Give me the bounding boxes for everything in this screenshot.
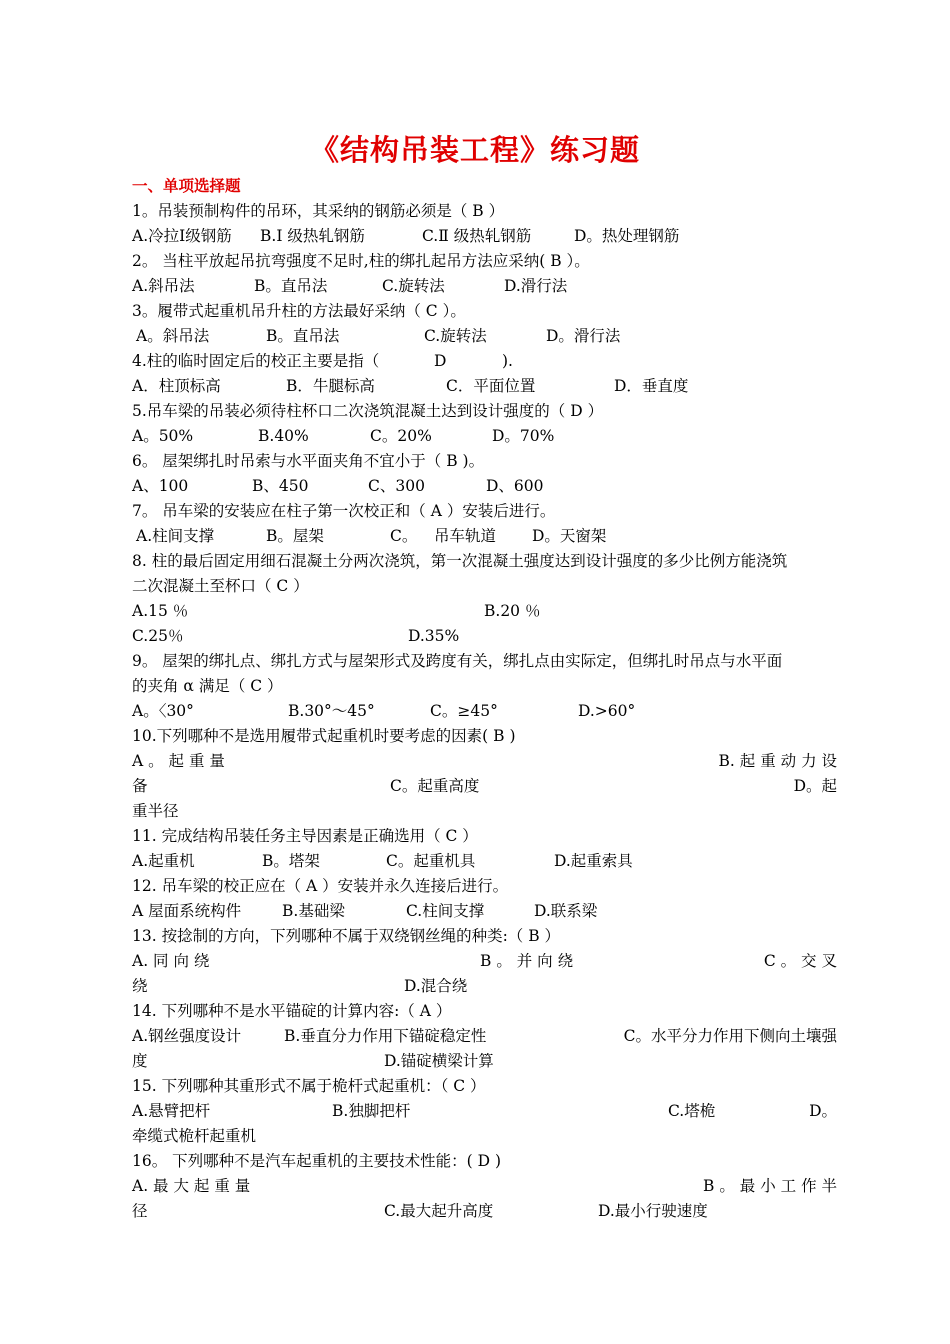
question-10 — [132, 724, 837, 749]
option-a: A．柱顶标高 — [132, 377, 221, 395]
options-8a — [132, 599, 837, 624]
option-b: B.Ⅰ 级热轧钢筋 — [260, 227, 365, 245]
question-text: 10.下列哪种不是选用履带式起重机时要考虑的因素( B ) — [132, 727, 516, 745]
options-10a — [132, 749, 837, 774]
question-13 — [132, 924, 837, 949]
option-b: B 。 并 向 绕 — [480, 952, 574, 970]
option-c: C.最大起升高度 — [384, 1202, 494, 1220]
option-d: D.>60° — [578, 702, 636, 720]
option-a: A.钢丝强度设计 — [132, 1027, 242, 1045]
question-6 — [132, 449, 837, 474]
option-c: C.Ⅱ 级热轧钢筋 — [422, 227, 532, 245]
question-text: 16。 下列哪种不是汽车起重机的主要技术性能：( D ) — [132, 1152, 502, 1170]
options-7 — [132, 524, 837, 549]
option-d-cont: 牵缆式桅杆起重机 — [132, 1127, 257, 1145]
option-c: C.塔桅 — [668, 1102, 716, 1120]
options-15a — [132, 1099, 837, 1124]
question-1 — [132, 199, 837, 224]
question-text: 13. 按捻制的方向，下列哪种不属于双绕钢丝绳的种类:（ B ） — [132, 927, 561, 945]
option-b-cont: 备 — [132, 777, 148, 795]
option-d: D。天窗架 — [532, 527, 607, 545]
option-c: C．平面位置 — [446, 377, 536, 395]
options-10c — [132, 799, 837, 824]
options-4 — [132, 374, 837, 399]
option-a: A.起重机 — [132, 852, 195, 870]
question-text: 8. 柱的最后固定用细石混凝土分两次浇筑，第一次混凝土强度达到设计强度的多少比例方能浇筑 — [132, 552, 788, 570]
option-a: A. 同 向 绕 — [132, 952, 210, 970]
options-6 — [132, 474, 837, 499]
question-text: 7。 吊车梁的安装应在柱子第一次校正和（ A ）安装后进行。 — [132, 502, 556, 520]
options-15b — [132, 1124, 837, 1149]
options-3 — [132, 324, 837, 349]
option-d: D．垂直度 — [614, 377, 689, 395]
option-b: B。屋架 — [266, 527, 324, 545]
document-title: 《结构吊装工程》练习题 — [309, 133, 640, 167]
option-c: C。20% — [370, 427, 432, 445]
option-d-cont: 重半径 — [132, 802, 179, 820]
question-5 — [132, 399, 837, 424]
options-14a — [132, 1024, 837, 1049]
option-b: B．牛腿标高 — [286, 377, 375, 395]
option-a: A 。 起 重 量 — [132, 752, 225, 770]
option-d: D、600 — [486, 477, 544, 495]
options-16b — [132, 1199, 837, 1224]
option-b: B。直吊法 — [266, 327, 340, 345]
option-d: D。滑行法 — [546, 327, 621, 345]
option-d: D.混合绕 — [404, 977, 468, 995]
question-14 — [132, 999, 837, 1024]
options-11 — [132, 849, 837, 874]
option-c-cont: 绕 — [132, 977, 148, 995]
option-a: A.15 ％ — [132, 602, 189, 620]
option-c: C 。 交 叉 — [763, 952, 837, 970]
option-b: B.独脚把杆 — [332, 1102, 411, 1120]
option-a: A.斜吊法 — [132, 277, 195, 295]
options-12 — [132, 899, 837, 924]
option-a: A 屋面系统构件 — [132, 902, 242, 920]
question-text: 5.吊车梁的吊装必须待柱杯口二次浇筑混凝土达到设计强度的（ D ） — [132, 402, 604, 420]
option-c: C.25％ — [132, 627, 184, 645]
question-text: 的夹角 α 满足（ C ） — [132, 677, 283, 695]
option-d: D.起重索具 — [554, 852, 633, 870]
options-14b — [132, 1049, 837, 1074]
option-c: C。起重机具 — [386, 852, 476, 870]
options-2 — [132, 274, 837, 299]
options-5 — [132, 424, 837, 449]
option-b: B 。 最 小 工 作 半 — [703, 1177, 837, 1195]
option-b: B.垂直分力作用下锚碇稳定性 — [284, 1027, 487, 1045]
option-d: D。起 — [793, 777, 837, 795]
question-3 — [132, 299, 837, 324]
option-a: A.悬臂把杆 — [132, 1102, 211, 1120]
options-8b — [132, 624, 837, 649]
question-text: 3。履带式起重机吊升柱的方法最好采纳（ C ）。 — [132, 302, 466, 320]
option-d: D。热处理钢筋 — [574, 227, 680, 245]
options-1 — [132, 224, 837, 249]
option-d: D.最小行驶速度 — [598, 1202, 708, 1220]
option-b: B.20 ％ — [484, 602, 541, 620]
option-d: D。70% — [492, 427, 555, 445]
question-9-cont — [132, 674, 837, 699]
question-16 — [132, 1149, 837, 1174]
section-heading: 一、单项选择题 — [132, 176, 241, 195]
option-b: B。直吊法 — [254, 277, 328, 295]
option-c: C.旋转法 — [382, 277, 445, 295]
option-c-cont: 度 — [132, 1052, 148, 1070]
question-text: 二次混凝土至杯口（ C ） — [132, 577, 309, 595]
question-12 — [132, 874, 837, 899]
option-c: C.柱间支撑 — [406, 902, 485, 920]
option-c: C。≥45° — [430, 702, 498, 720]
option-a: A. 最 大 起 重 量 — [132, 1177, 251, 1195]
question-15 — [132, 1074, 837, 1099]
option-c: C。 — [390, 527, 418, 545]
option-d: D。 — [809, 1102, 837, 1120]
option-b: B. 起 重 动 力 设 — [718, 752, 837, 770]
option-c: C.旋转法 — [424, 327, 487, 345]
question-7 — [132, 499, 837, 524]
question-11 — [132, 824, 837, 849]
option-c-text: 吊车轨道 — [434, 527, 497, 545]
option-d: D.滑行法 — [504, 277, 568, 295]
option-a: A.冷拉Ⅰ级钢筋 — [132, 227, 232, 245]
question-2 — [132, 249, 837, 274]
option-a: A.柱间支撑 — [136, 527, 215, 545]
option-b: B.40% — [258, 427, 309, 445]
option-c: C。水平分力作用下侧向土壤强 — [623, 1027, 837, 1045]
question-8-cont — [132, 574, 837, 599]
options-16a — [132, 1174, 837, 1199]
answer: D — [434, 352, 447, 370]
question-8 — [132, 549, 837, 574]
option-d: D.锚碇横梁计算 — [384, 1052, 494, 1070]
option-b: B.30°～45° — [288, 702, 375, 720]
question-4 — [132, 349, 837, 374]
option-a: A。50% — [132, 427, 194, 445]
question-text: 11. 完成结构吊装任务主导因素是正确选用（ C ） — [132, 827, 478, 845]
question-text: 14. 下列哪种不是水平锚碇的计算内容:（ A ） — [132, 1002, 452, 1020]
option-c: C、300 — [368, 477, 425, 495]
option-a: A、100 — [132, 477, 189, 495]
option-c: C。起重高度 — [390, 777, 480, 795]
options-9 — [132, 699, 837, 724]
question-text: 12. 吊车梁的校正应在（ A ）安装并永久连接后进行。 — [132, 877, 509, 895]
option-a: A。〈30° — [132, 702, 194, 720]
question-text: 15. 下列哪种其重形式不属于桅杆式起重机：（ C ） — [132, 1077, 486, 1095]
question-text: 9。 屋架的绑扎点、绑扎方式与屋架形式及跨度有关，绑扎点由实际定，但绑扎时吊点与水平面 — [132, 652, 783, 670]
question-text: 4.柱的临时固定后的校正主要是指（ — [132, 352, 380, 370]
option-b: B.基础梁 — [282, 902, 345, 920]
options-13a — [132, 949, 837, 974]
option-b-cont: 径 — [132, 1202, 148, 1220]
option-b: B、450 — [252, 477, 309, 495]
options-10b — [132, 774, 837, 799]
options-13b — [132, 974, 837, 999]
question-text: 6。 屋架绑扎时吊索与水平面夹角不宜小于（ B )。 — [132, 452, 485, 470]
option-a: A。斜吊法 — [136, 327, 210, 345]
question-end: ). — [502, 352, 513, 370]
option-b: B。塔架 — [262, 852, 320, 870]
option-d: D.35% — [408, 627, 460, 645]
question-9 — [132, 649, 837, 674]
option-d: D.联系梁 — [534, 902, 598, 920]
question-text: 1。吊装预制构件的吊环，其采纳的钢筋必须是（ B ） — [132, 202, 505, 220]
question-text: 2。 当柱平放起吊抗弯强度不足时,柱的绑扎起吊方法应采纳( B ）。 — [132, 252, 590, 270]
